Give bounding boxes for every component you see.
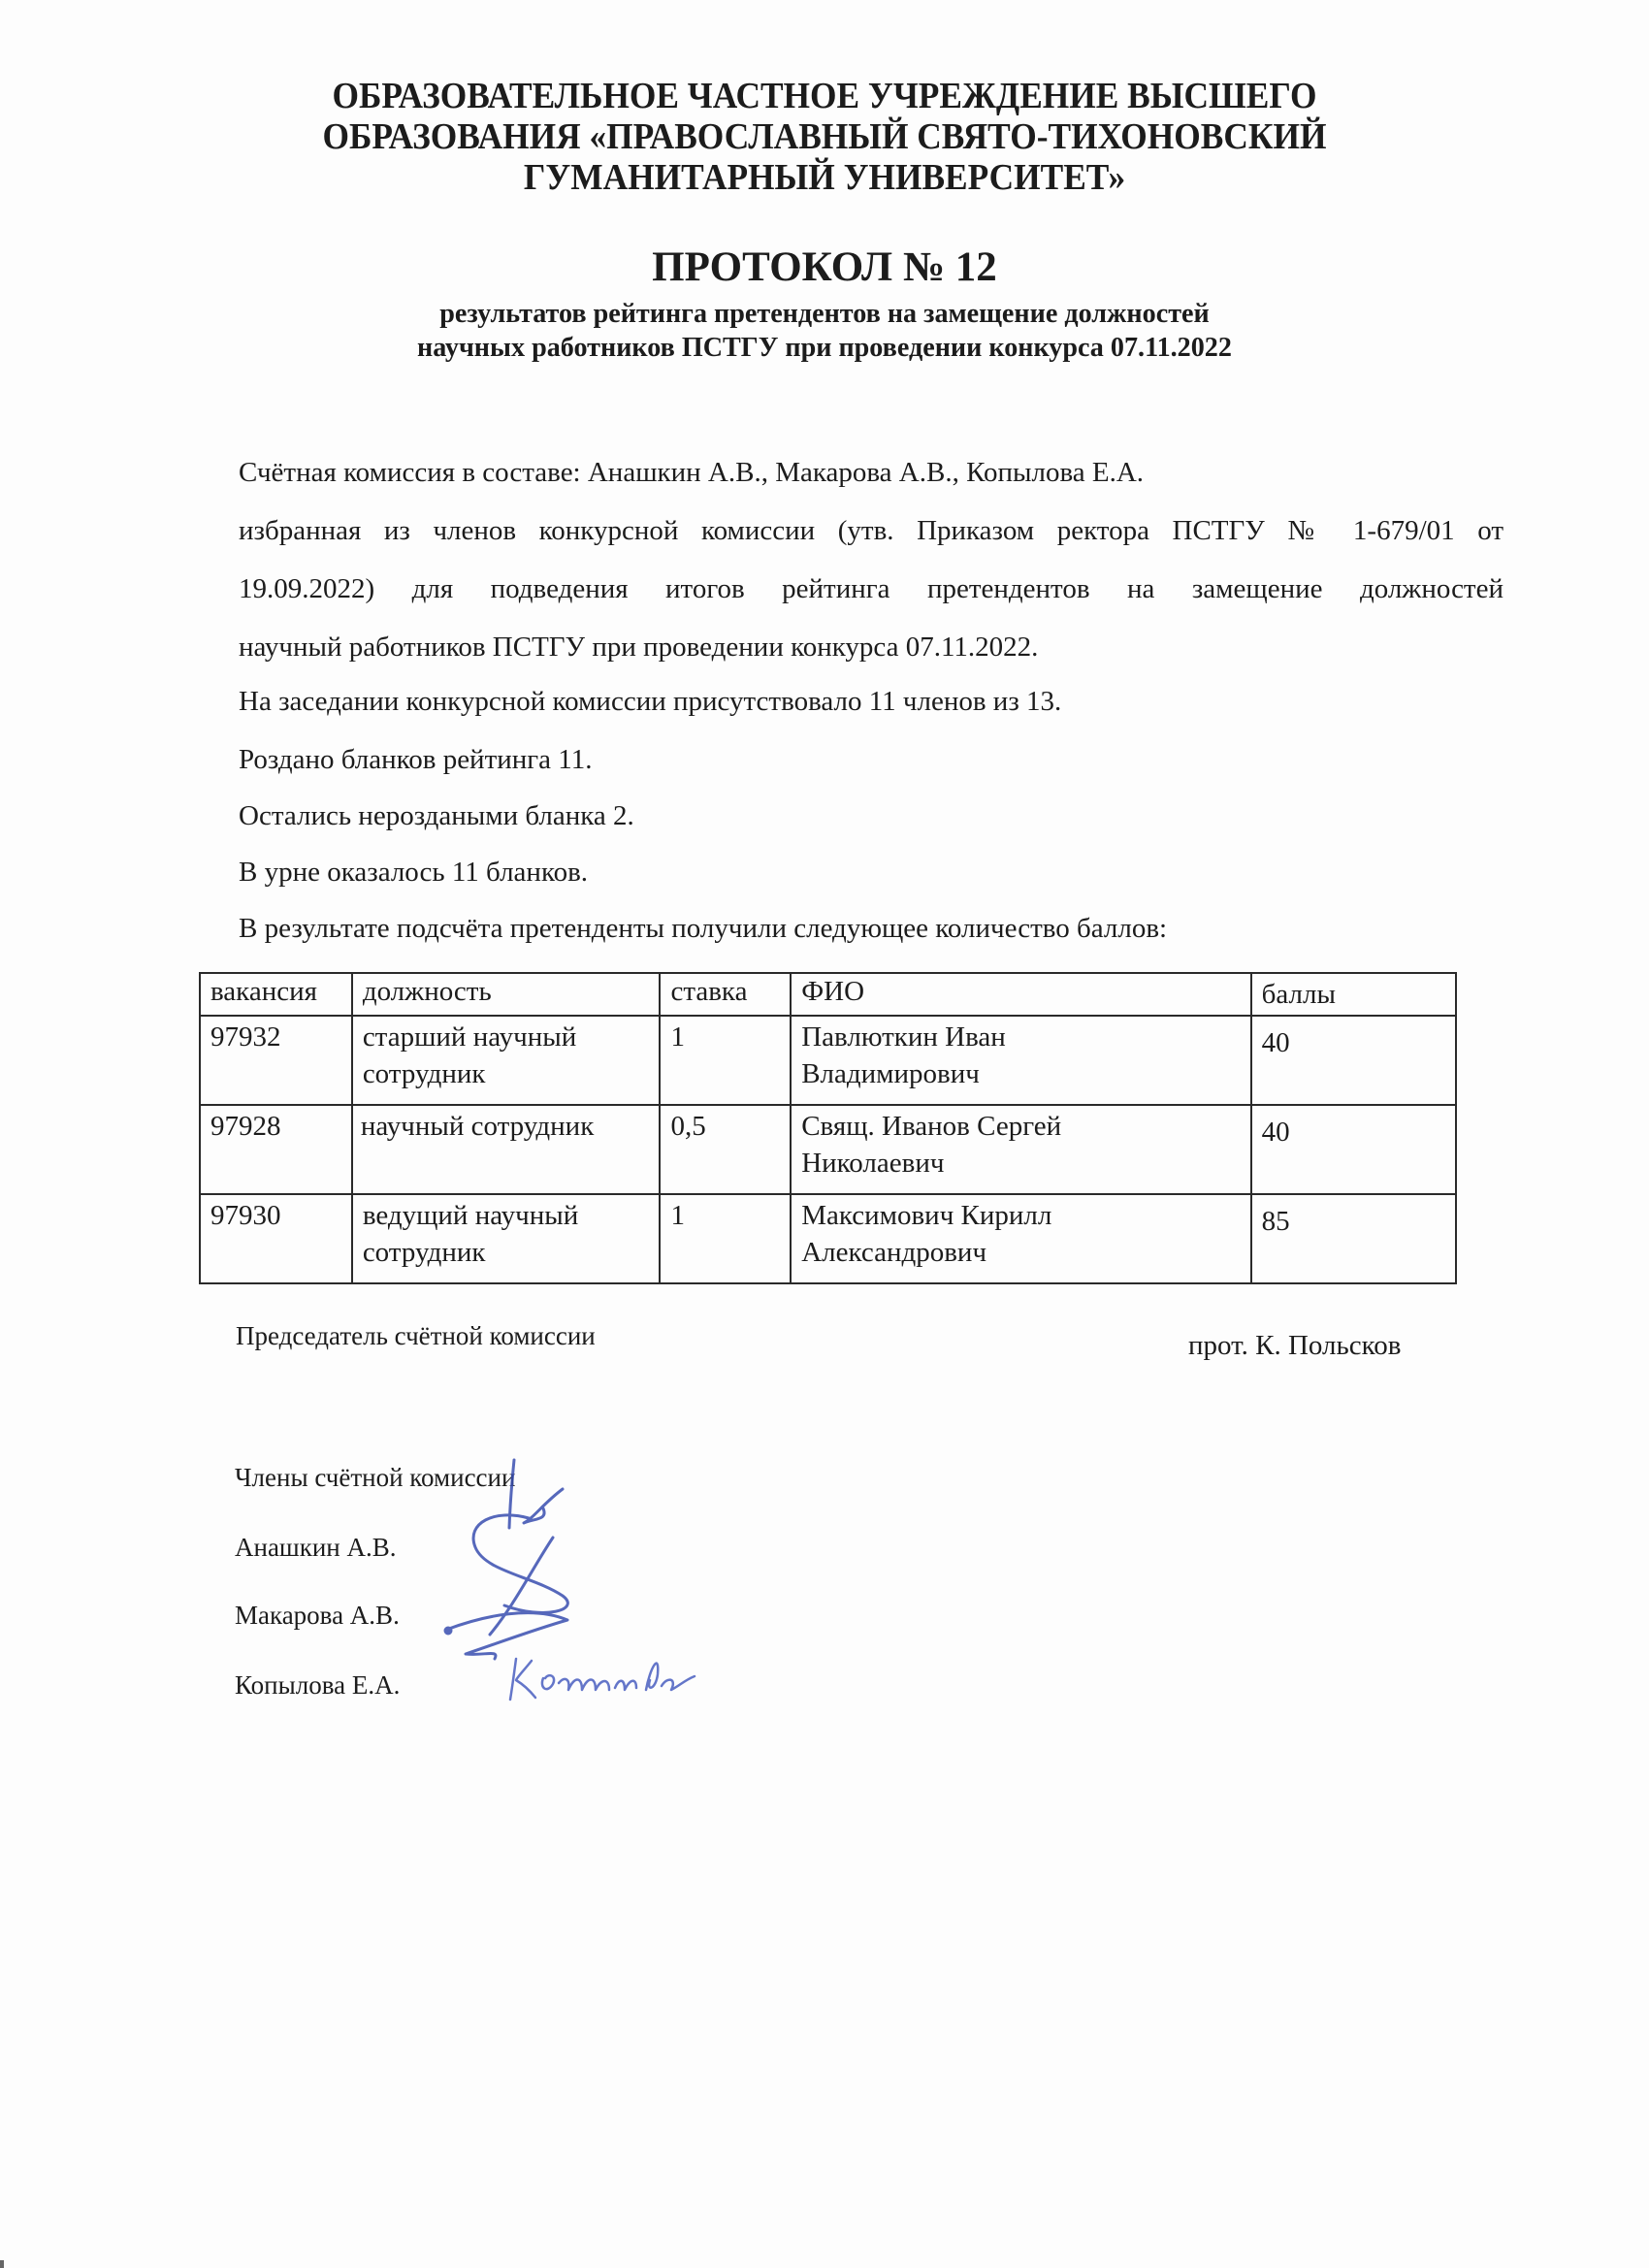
protocol-title: ПРОТОКОЛ № 12 xyxy=(652,244,997,290)
member-name: Копылова Е.А. xyxy=(235,1670,401,1700)
org-line: ОБРАЗОВАТЕЛЬНОЕ ЧАСТНОЕ УЧРЕЖДЕНИЕ ВЫСШЕГО xyxy=(332,76,1317,116)
vacancy-cell: 97928 xyxy=(200,1105,352,1194)
column-header-score: баллы xyxy=(1251,973,1456,1016)
organization-name xyxy=(58,76,1592,198)
position-cell: старший научный сотрудник xyxy=(352,1016,661,1105)
column-header-name: ФИО xyxy=(791,973,1250,1016)
position-cell: научный сотрудник xyxy=(352,1105,661,1194)
score-cell: 85 xyxy=(1251,1194,1456,1283)
name-cell: Павлюткин Иван Владимирович xyxy=(791,1016,1250,1105)
vacancy-cell: 97932 xyxy=(200,1016,352,1105)
org-line: ОБРАЗОВАНИЯ «ПРАВОСЛАВНЫЙ СВЯТО-ТИХОНОВСКИЙ xyxy=(322,116,1327,157)
member-name: Анашкин А.В. xyxy=(235,1533,397,1562)
signature-kopylova xyxy=(504,1639,737,1707)
attendance-text: На заседании конкурсной комиссии присутствовало 11 членов из 13. xyxy=(239,686,1062,717)
results-table xyxy=(199,972,1457,1284)
subtitle-line: результатов рейтинга претендентов на замещение должностей xyxy=(439,298,1210,329)
table-row xyxy=(200,1105,1456,1194)
column-header-rate: ставка xyxy=(660,973,791,1016)
column-header-vacancy: вакансия xyxy=(200,973,352,1016)
distributed-text: Роздано бланков рейтинга 11. xyxy=(239,744,593,775)
org-line: ГУМАНИТАРНЫЙ УНИВЕРСИТЕТ» xyxy=(523,157,1126,198)
vacancy-cell: 97930 xyxy=(200,1194,352,1283)
members-label: Члены счётной комиссии xyxy=(235,1463,516,1492)
rate-cell: 0,5 xyxy=(660,1105,791,1194)
undistributed-text: Остались нероздаными бланка 2. xyxy=(239,800,634,831)
urn-text: В урне оказалось 11 бланков. xyxy=(239,857,589,888)
score-cell: 40 xyxy=(1251,1016,1456,1105)
table-row xyxy=(200,1016,1456,1105)
selection-line-3: научный работников ПСТГУ при проведении конкурса 07.11.2022. xyxy=(239,632,1039,663)
selection-line-2: 19.09.2022) для подведения итогов рейтинга претендентов на замещение должностей xyxy=(239,573,1504,604)
column-header-position: должность xyxy=(352,973,661,1016)
chair-name: прот. К. Польсков xyxy=(1188,1330,1402,1361)
selection-line-1: избранная из членов конкурсной комиссии (утв. Приказом ректора ПСТГУ № 1-679/01 от xyxy=(239,515,1504,546)
member-name: Макарова А.В. xyxy=(235,1601,400,1630)
protocol-subtitle xyxy=(25,297,1625,365)
subtitle-line: научных работников ПСТГУ при проведении конкурса 07.11.2022 xyxy=(417,332,1232,363)
commission-composition: Счётная комиссия в составе: Анашкин А.В., Макарова А.В., Копылова Е.А. xyxy=(239,457,1145,488)
scan-artifact xyxy=(0,2260,4,2268)
name-cell: Свящ. Иванов Сергей Николаевич xyxy=(791,1105,1250,1194)
table-row xyxy=(200,1194,1456,1283)
name-cell: Максимович Кирилл Александрович xyxy=(791,1194,1250,1283)
position-cell: ведущий научный сотрудник xyxy=(352,1194,661,1283)
score-cell: 40 xyxy=(1251,1105,1456,1194)
rate-cell: 1 xyxy=(660,1016,791,1105)
rate-cell: 1 xyxy=(660,1194,791,1283)
table-header-row xyxy=(200,973,1456,1016)
results-intro: В результате подсчёта претенденты получили следующее количество баллов: xyxy=(239,913,1168,944)
chair-label: Председатель счётной комиссии xyxy=(236,1321,596,1350)
